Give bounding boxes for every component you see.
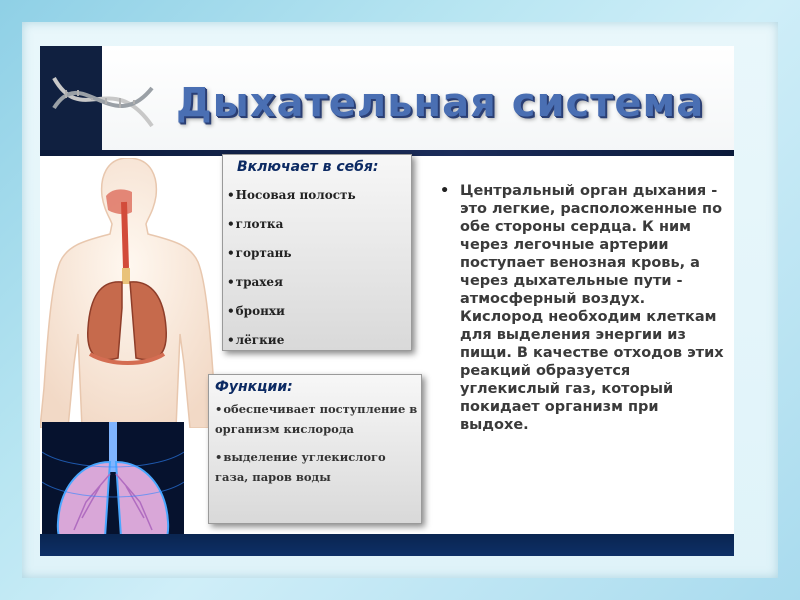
description-list — [438, 182, 730, 434]
bottom-band — [40, 534, 734, 556]
list-item: • лёгкие — [227, 326, 356, 355]
functions-heading: Функции: — [215, 379, 293, 395]
includes-list — [227, 181, 356, 355]
list-item: • бронхи — [227, 297, 356, 326]
list-item: • Носовая полость — [227, 181, 356, 210]
includes-heading: Включает в себя: — [237, 159, 379, 175]
dna-helix-icon — [52, 68, 162, 138]
human-body-illustration — [40, 158, 222, 428]
slide-title: Дыхательная система — [176, 80, 705, 126]
functions-box — [208, 374, 422, 524]
includes-box — [222, 154, 412, 351]
functions-list — [215, 399, 419, 495]
list-item: • гортань — [227, 239, 356, 268]
slide — [40, 46, 734, 556]
list-item: • глотка — [227, 210, 356, 239]
description-text: • Центральный орган дыхания - это легкие, расположенные по обе стороны сердца. К ним через легочные артерии поступает венозная кровь, а через дыхательные пути - атмосферный воздух. Кислород необходим клеткам для выделения энергии из пищи. В качестве отходов этих реакций образуется углекислый газ, который покидает организм при выдохе. — [438, 182, 730, 434]
list-item: • трахея — [227, 268, 356, 297]
list-item: • обеспечивает поступление в организм кислорода — [215, 399, 419, 439]
list-item: • выделение углекислого газа, паров воды — [215, 447, 419, 487]
